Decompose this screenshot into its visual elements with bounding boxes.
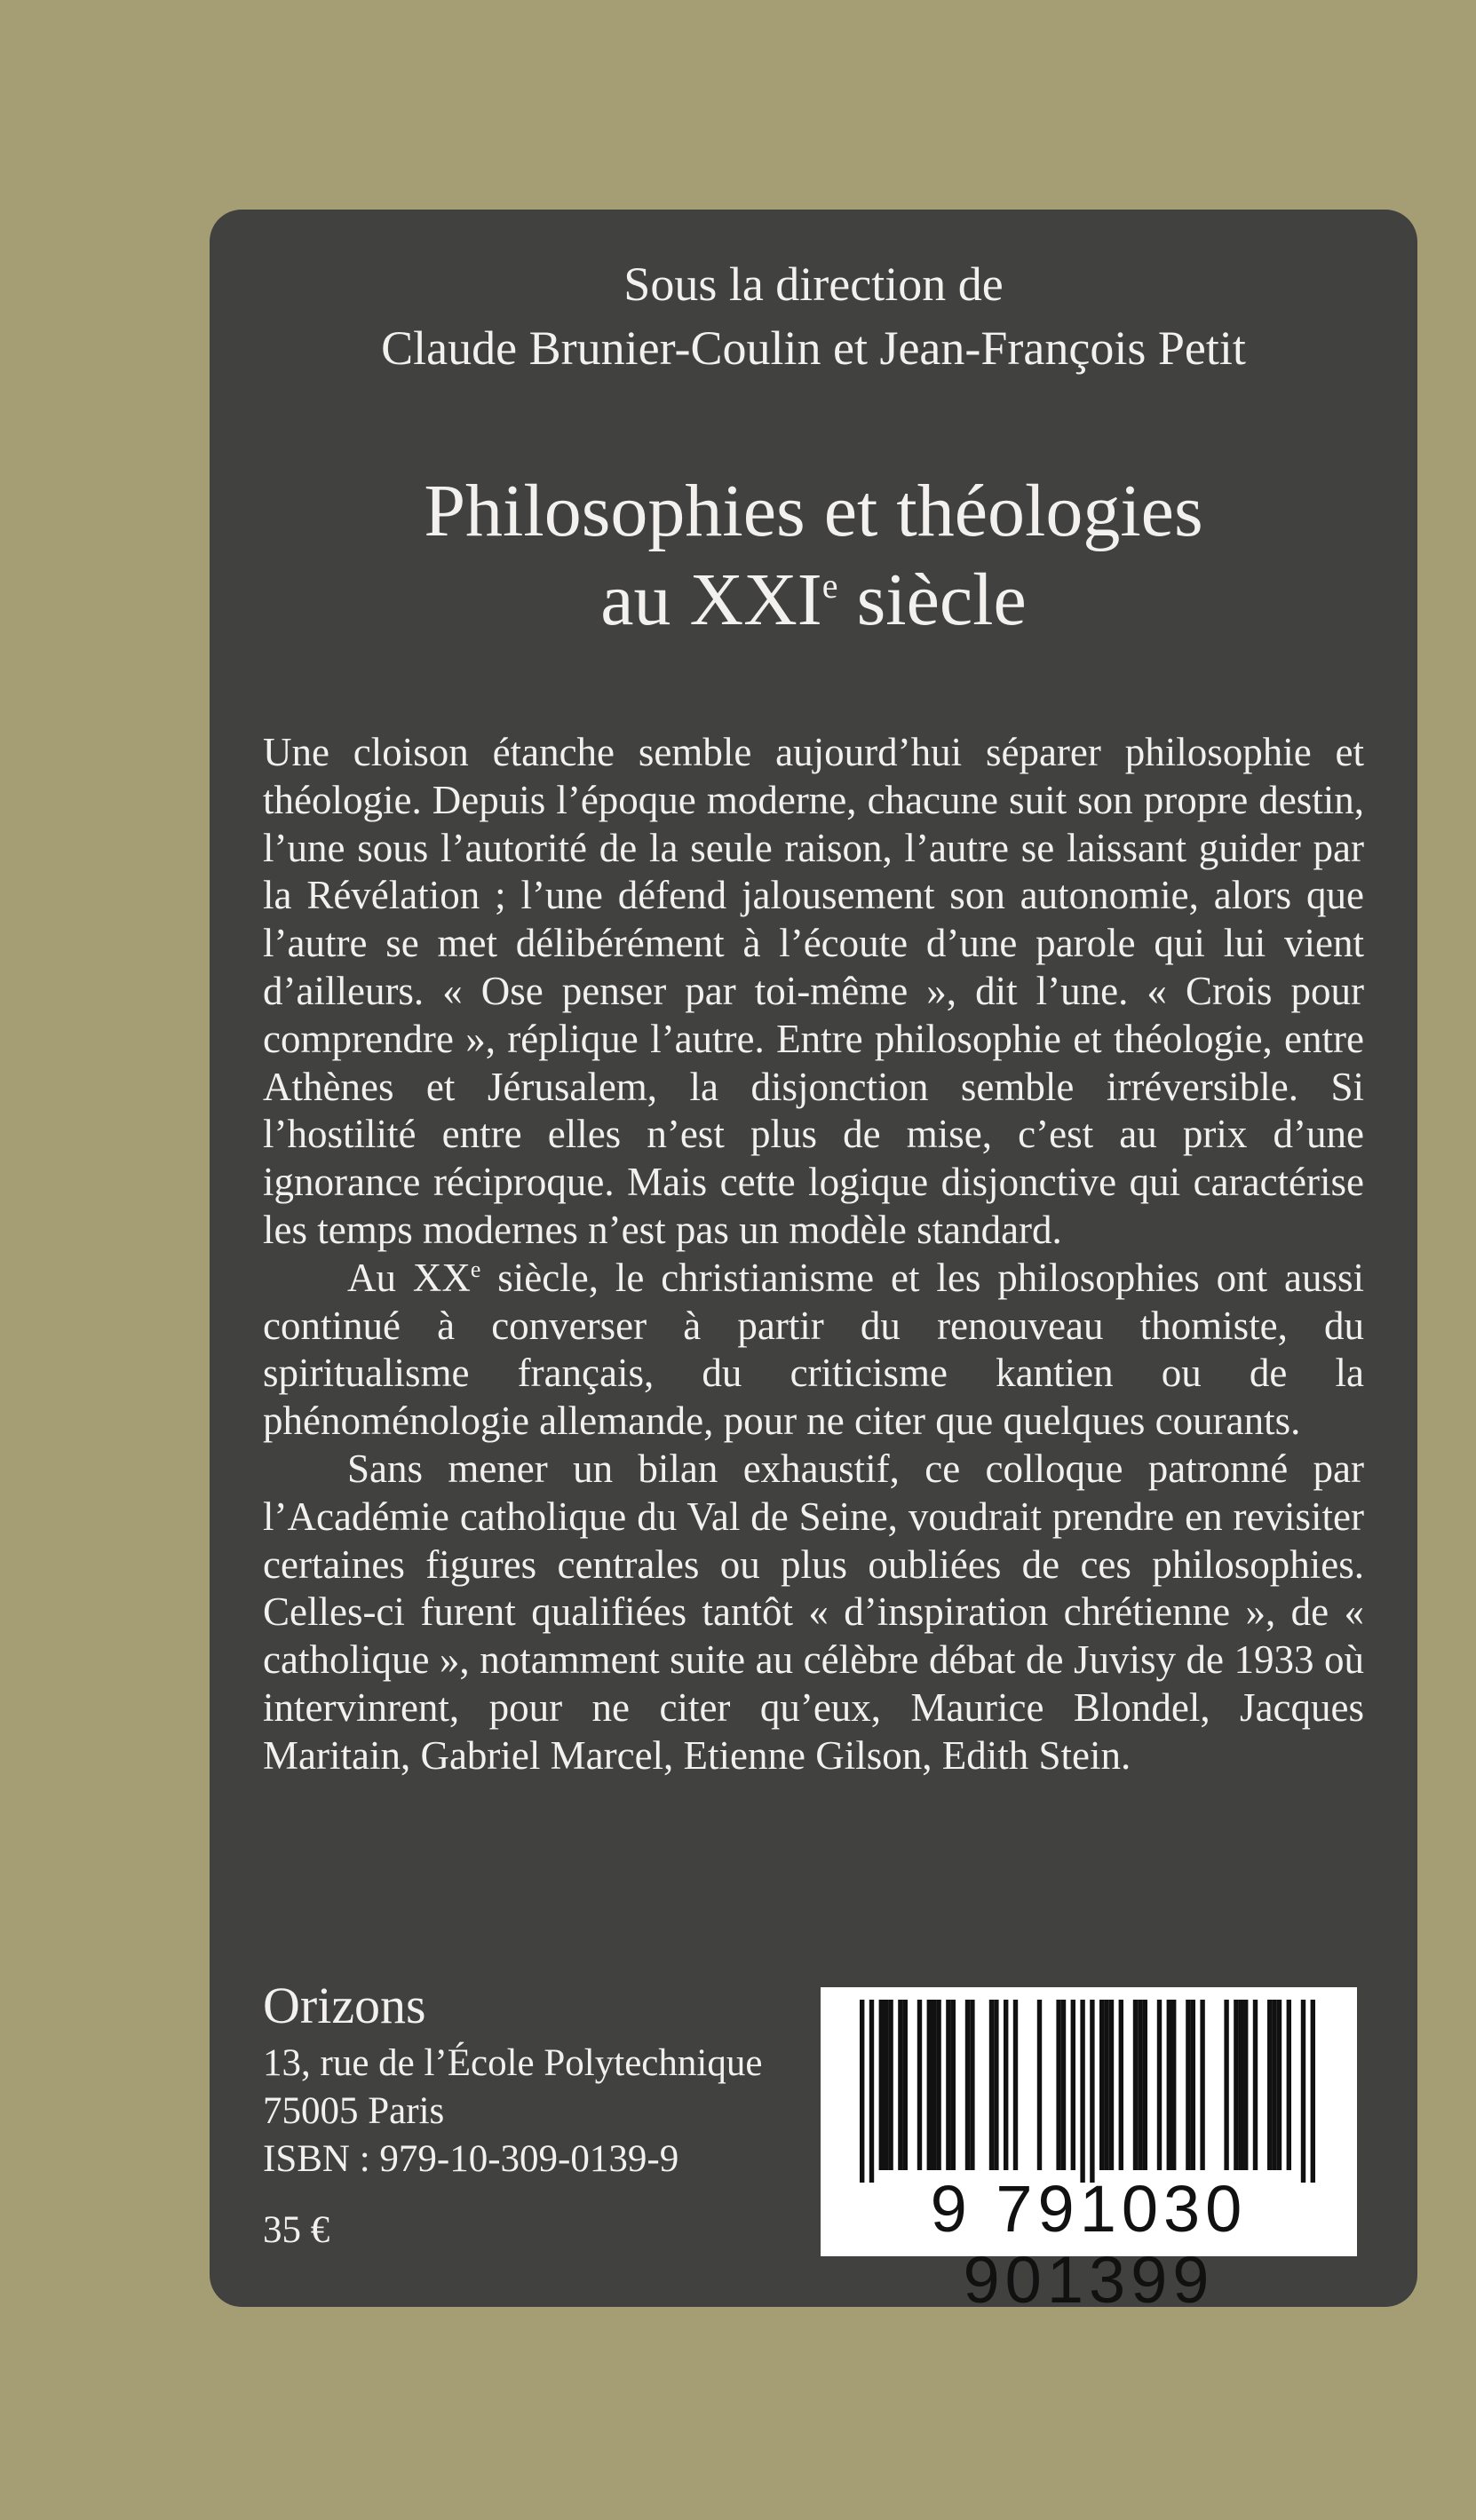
barcode-bar <box>927 2000 932 2170</box>
barcode-bar <box>1239 2000 1243 2170</box>
barcode-bar <box>1311 2000 1315 2183</box>
barcode-bar <box>1104 2000 1108 2170</box>
blurb-p2-superscript: e <box>470 1256 481 1282</box>
barcode-bar <box>970 2000 974 2170</box>
editors-block <box>210 252 1417 380</box>
title-siecle: siècle <box>837 559 1027 641</box>
title-line-2 <box>210 556 1417 645</box>
title-superscript: e <box>821 566 838 606</box>
barcode-bar <box>1287 2000 1291 2170</box>
barcode-bar <box>1301 2000 1305 2183</box>
barcode-bar <box>860 2000 864 2183</box>
barcode-bar <box>951 2000 956 2170</box>
barcode-bar <box>1061 2000 1066 2170</box>
barcode-bar <box>1157 2000 1162 2170</box>
barcode-bar <box>1133 2000 1138 2170</box>
barcode-bar <box>994 2000 998 2170</box>
barcode-bar <box>879 2000 884 2170</box>
barcode-bar <box>1071 2000 1075 2170</box>
book-title <box>210 467 1417 645</box>
blurb-p2-rest: siècle, le christianisme et les philosophies ont aussi continué à converser à partir du renouveau thomiste, du spiritualisme français, du criticisme kantien ou de la phénoménologie allemande, pour ne citer que quelques courants. <box>263 1255 1364 1444</box>
barcode-bar <box>1224 2000 1228 2170</box>
barcode-bar <box>1171 2000 1176 2170</box>
barcode-bar <box>1234 2000 1238 2170</box>
publisher-address: 13, rue de l’École Polytechnique <box>263 2042 763 2084</box>
barcode-bar <box>903 2000 908 2170</box>
barcode-bar <box>1277 2000 1282 2170</box>
barcode-bar <box>1080 2000 1084 2183</box>
barcode-bar <box>1013 2000 1018 2170</box>
price: 35 € <box>263 2209 330 2251</box>
blurb-paragraph-2 <box>263 1255 1364 1446</box>
barcode-bar <box>1056 2000 1060 2170</box>
publisher-block <box>263 1972 813 2255</box>
barcode-bar <box>1090 2000 1094 2183</box>
barcode-bar <box>884 2000 888 2170</box>
title-line-1: Philosophies et théologies <box>424 470 1203 552</box>
barcode-digits: 9 791030 901399 <box>930 2172 1248 2317</box>
barcode-bar <box>1138 2000 1142 2170</box>
barcode-bar <box>917 2000 922 2170</box>
barcode-bar <box>1200 2000 1204 2170</box>
barcode-bar <box>1267 2000 1272 2170</box>
barcode-bar <box>932 2000 936 2170</box>
title-century: au XXI <box>600 559 822 641</box>
barcode-bar <box>1119 2000 1123 2170</box>
blurb-p2-prefix: Au XX <box>347 1255 471 1300</box>
blurb-paragraph-3: Sans mener un bilan exhaustif, ce colloque patronné par l’Académie catholique du Val de Seine, voudrait prendre en revisiter certaines figures centrales ou plus oubliées de ces philosophies. Celles-ci furent qualifiées tantôt « d’inspiration chrétienne », de « catholique », notamment suite au célèbre débat de Juvisy de 1933 où intervinrent, pour ne citer qu’eux, Maurice Blondel, Jacques Maritain, Gabriel Marcel, Etienne Gilson, Edith Stein. <box>263 1446 1364 1778</box>
barcode-bar <box>1143 2000 1147 2170</box>
barcode-bar <box>1004 2000 1008 2170</box>
barcode-bar <box>1253 2000 1258 2170</box>
direction-label: Sous la direction de <box>623 258 1004 311</box>
back-cover-panel <box>210 210 1417 2317</box>
barcode-bar <box>1186 2000 1190 2170</box>
barcode-bar <box>1191 2000 1195 2170</box>
blurb <box>263 729 1364 1780</box>
barcode-bar <box>989 2000 994 2170</box>
editors-names: Claude Brunier-Coulin et Jean-François Petit <box>381 321 1246 375</box>
barcode-bar <box>936 2000 940 2170</box>
barcode-bar <box>965 2000 970 2170</box>
blurb-paragraph-1: Une cloison étanche semble aujourd’hui séparer philosophie et théologie. Depuis l’époque moderne, chacune suit son propre destin, l’une sous l’autorité de la seule raison, l’autre se laissant guider par la Révélation ; l’une défend jalousement son autonomie, alors que l’autre se met délibérément à l’écoute d’une parole qui lui vient d’ailleurs. « Ose penser par toi-même », dit l’une. « Crois pour comprendre », réplique l’autre. Entre philosophie et théologie, entre Athènes et Jérusalem, la disjonction semble irréversible. Si l’hostilité entre elles n’est plus de mise, c’est au prix d’une ignorance réciproque. Mais cette logique disjonctive qui caractérise les temps modernes n’est pas un modèle standard. <box>263 730 1364 1252</box>
barcode-bar <box>946 2000 950 2170</box>
publisher-city: 75005 Paris <box>263 2090 445 2132</box>
barcode-bar <box>1099 2000 1104 2170</box>
isbn: ISBN : 979-10-309-0139-9 <box>263 2138 679 2180</box>
barcode-bar <box>1109 2000 1114 2170</box>
barcode <box>821 1987 1357 2317</box>
barcode-bar <box>1037 2000 1042 2170</box>
barcode-bar <box>1272 2000 1276 2170</box>
barcode-bar <box>1243 2000 1248 2170</box>
publisher-name: Orizons <box>263 1977 426 2034</box>
barcode-bar <box>1167 2000 1171 2170</box>
barcode-bar <box>869 2000 874 2183</box>
barcode-bar <box>888 2000 893 2170</box>
barcode-bar <box>898 2000 902 2170</box>
